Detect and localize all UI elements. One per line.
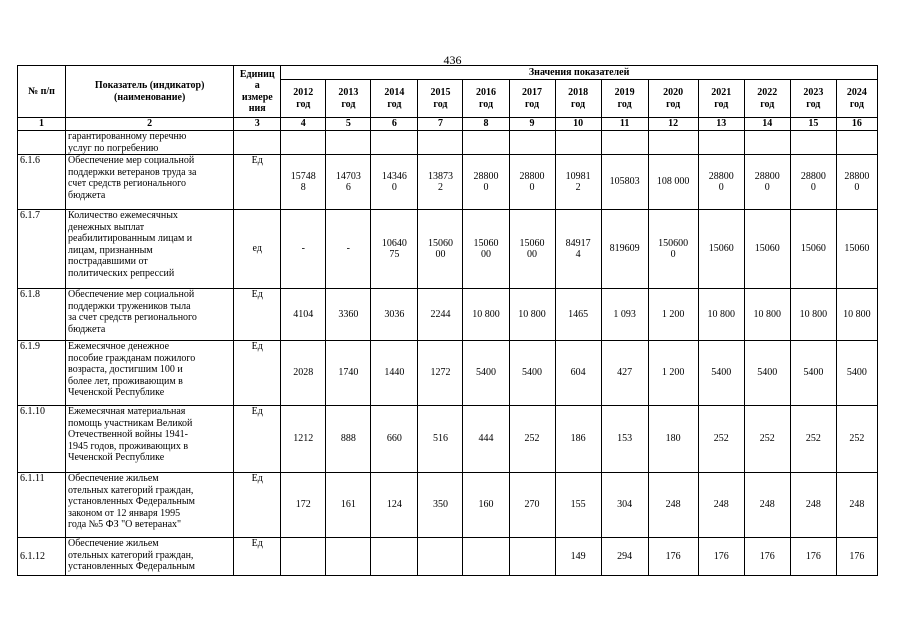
row-value: [790, 131, 836, 155]
row-value: 10981 2: [555, 155, 601, 210]
column-number: 3: [234, 118, 281, 131]
row-unit: Ед: [234, 289, 281, 341]
column-number: 9: [509, 118, 555, 131]
row-value: 105803: [601, 155, 648, 210]
column-number: 16: [836, 118, 877, 131]
header-year: 2022 год: [744, 80, 790, 118]
row-value: [648, 131, 698, 155]
row-value: 444: [463, 406, 509, 473]
header-year: 2016 год: [463, 80, 509, 118]
row-code: 6.1.10: [18, 406, 66, 473]
row-value: -: [281, 210, 326, 289]
row-value: 10640 75: [371, 210, 418, 289]
row-unit: Ед: [234, 406, 281, 473]
row-value: [418, 538, 463, 576]
row-indicator-name: Обеспечение жильем отельных категорий граждан, установленных Федеральным: [66, 538, 234, 576]
page-number: 436: [443, 53, 462, 67]
row-value: 3360: [326, 289, 371, 341]
row-value: [463, 538, 509, 576]
row-value: 155: [555, 473, 601, 538]
row-value: 5400: [744, 341, 790, 406]
row-value: 10 800: [463, 289, 509, 341]
row-value: [371, 131, 418, 155]
header-year: 2020 год: [648, 80, 698, 118]
row-value: 176: [698, 538, 744, 576]
row-indicator-name: Обеспечение жильем отельных категорий граждан, установленных Федеральным законом от 12 января 1995 года №5 ФЗ "О ветеранах": [66, 473, 234, 538]
row-value: 28800 0: [509, 155, 555, 210]
row-value: [698, 131, 744, 155]
row-code: 6.1.7: [18, 210, 66, 289]
row-value: [555, 131, 601, 155]
header-unit: Единиц а измере ния: [234, 66, 281, 118]
row-value: 28800 0: [744, 155, 790, 210]
row-value: 248: [744, 473, 790, 538]
row-value: 248: [648, 473, 698, 538]
row-value: 161: [326, 473, 371, 538]
row-value: [371, 538, 418, 576]
row-value: 13873 2: [418, 155, 463, 210]
header-year: 2015 год: [418, 80, 463, 118]
row-value: 149: [555, 538, 601, 576]
column-number: 15: [790, 118, 836, 131]
table-row: [18, 341, 878, 406]
row-value: 248: [790, 473, 836, 538]
row-value: 294: [601, 538, 648, 576]
row-value: 819609: [601, 210, 648, 289]
column-number: 2: [66, 118, 234, 131]
row-value: 1 200: [648, 289, 698, 341]
row-value: 28800 0: [790, 155, 836, 210]
row-indicator-name: Ежемесячная материальная помощь участникам Великой Отечественной войны 1941- 1945 годов, проживающих в Чеченской Республике: [66, 406, 234, 473]
row-value: 15060 00: [418, 210, 463, 289]
header-year: 2014 год: [371, 80, 418, 118]
row-value: 1740: [326, 341, 371, 406]
column-number: 8: [463, 118, 509, 131]
row-indicator-name: Обеспечение мер социальной поддержки ветеранов труда за счет средств регионального бюджета: [66, 155, 234, 210]
row-value: 28800 0: [698, 155, 744, 210]
column-number: 7: [418, 118, 463, 131]
column-number: 12: [648, 118, 698, 131]
table-row: [18, 538, 878, 576]
row-value: 28800 0: [463, 155, 509, 210]
header-num: № п/п: [18, 66, 66, 118]
row-value: 14346 0: [371, 155, 418, 210]
row-value: 270: [509, 473, 555, 538]
row-value: 176: [836, 538, 877, 576]
row-value: 1212: [281, 406, 326, 473]
header-year: 2024 год: [836, 80, 877, 118]
row-code: 6.1.11: [18, 473, 66, 538]
row-value: 1272: [418, 341, 463, 406]
row-value: 176: [790, 538, 836, 576]
row-value: [281, 538, 326, 576]
row-value: 15060 00: [463, 210, 509, 289]
row-value: 15060: [744, 210, 790, 289]
row-value: 5400: [836, 341, 877, 406]
row-value: [326, 538, 371, 576]
table-row: [18, 289, 878, 341]
row-value: 160: [463, 473, 509, 538]
row-value: 888: [326, 406, 371, 473]
column-number: 11: [601, 118, 648, 131]
row-code: 6.1.6: [18, 155, 66, 210]
row-unit: Ед: [234, 155, 281, 210]
row-value: [601, 131, 648, 155]
row-unit: ед: [234, 210, 281, 289]
row-value: 2244: [418, 289, 463, 341]
row-value: 10 800: [836, 289, 877, 341]
header-indicator: Показатель (индикатор) (наименование): [66, 66, 234, 118]
row-code: [18, 131, 66, 155]
row-value: 28800 0: [836, 155, 877, 210]
row-code: 6.1.8: [18, 289, 66, 341]
row-unit: Ед: [234, 538, 281, 576]
row-code: 6.1.9: [18, 341, 66, 406]
table-row: [18, 473, 878, 538]
column-number: 5: [326, 118, 371, 131]
table-row: [18, 155, 878, 210]
row-value: 5400: [698, 341, 744, 406]
column-number: 1: [18, 118, 66, 131]
row-value: 252: [698, 406, 744, 473]
row-value: 3036: [371, 289, 418, 341]
header-year: 2018 год: [555, 80, 601, 118]
header-year: 2021 год: [698, 80, 744, 118]
row-value: -: [326, 210, 371, 289]
row-value: [509, 131, 555, 155]
row-value: 15060: [698, 210, 744, 289]
row-value: 1 093: [601, 289, 648, 341]
row-value: [463, 131, 509, 155]
row-value: 124: [371, 473, 418, 538]
header-year: 2023 год: [790, 80, 836, 118]
row-value: 252: [836, 406, 877, 473]
row-unit: Ед: [234, 341, 281, 406]
header-values-group: Значения показателей: [281, 66, 878, 80]
row-value: 1465: [555, 289, 601, 341]
header-year: 2013 год: [326, 80, 371, 118]
row-value: 15060: [790, 210, 836, 289]
row-value: 10 800: [790, 289, 836, 341]
header-year: 2017 год: [509, 80, 555, 118]
row-value: 15060: [836, 210, 877, 289]
row-indicator-name: Обеспечение мер социальной поддержки тружеников тыла за счет средств регионального бюджета: [66, 289, 234, 341]
row-value: 153: [601, 406, 648, 473]
indicators-table: [17, 65, 878, 576]
row-value: [836, 131, 877, 155]
row-value: 5400: [790, 341, 836, 406]
row-value: 5400: [463, 341, 509, 406]
row-value: 252: [744, 406, 790, 473]
row-value: 108 000: [648, 155, 698, 210]
row-value: [744, 131, 790, 155]
table-row: [18, 210, 878, 289]
row-value: 84917 4: [555, 210, 601, 289]
row-value: 186: [555, 406, 601, 473]
row-value: 150600 0: [648, 210, 698, 289]
row-value: 10 800: [698, 289, 744, 341]
row-unit: Ед: [234, 473, 281, 538]
row-value: 1440: [371, 341, 418, 406]
row-value: 427: [601, 341, 648, 406]
row-value: 180: [648, 406, 698, 473]
row-value: 660: [371, 406, 418, 473]
column-number: 13: [698, 118, 744, 131]
column-number: 6: [371, 118, 418, 131]
header-year: 2012 год: [281, 80, 326, 118]
table-row: [18, 406, 878, 473]
row-value: 252: [509, 406, 555, 473]
row-value: 4104: [281, 289, 326, 341]
row-value: 304: [601, 473, 648, 538]
column-number: 4: [281, 118, 326, 131]
column-number: 14: [744, 118, 790, 131]
column-number: 10: [555, 118, 601, 131]
row-value: 172: [281, 473, 326, 538]
row-indicator-name: гарантированному перечню услуг по погребению: [66, 131, 234, 155]
row-unit: [234, 131, 281, 155]
row-indicator-name: Количество ежемесячных денежных выплат реабилитированным лицам и лицам, признанным пострадавшими от политических репрессий: [66, 210, 234, 289]
row-value: [326, 131, 371, 155]
row-value: 10 800: [744, 289, 790, 341]
row-value: 14703 6: [326, 155, 371, 210]
row-value: [418, 131, 463, 155]
row-value: 252: [790, 406, 836, 473]
row-value: 5400: [509, 341, 555, 406]
row-value: 176: [744, 538, 790, 576]
row-value: 248: [698, 473, 744, 538]
row-value: 10 800: [509, 289, 555, 341]
row-value: 604: [555, 341, 601, 406]
row-value: [281, 131, 326, 155]
row-value: 350: [418, 473, 463, 538]
table-row: [18, 131, 878, 155]
row-value: 176: [648, 538, 698, 576]
row-code: 6.1.12: [18, 538, 66, 576]
row-value: 248: [836, 473, 877, 538]
row-value: 2028: [281, 341, 326, 406]
row-value: [509, 538, 555, 576]
row-value: 15748 8: [281, 155, 326, 210]
row-indicator-name: Ежемесячное денежное пособие гражданам пожилого возраста, достигшим 100 и более лет, проживающим в Чеченской Республике: [66, 341, 234, 406]
header-year: 2019 год: [601, 80, 648, 118]
row-value: 1 200: [648, 341, 698, 406]
row-value: 15060 00: [509, 210, 555, 289]
row-value: 516: [418, 406, 463, 473]
